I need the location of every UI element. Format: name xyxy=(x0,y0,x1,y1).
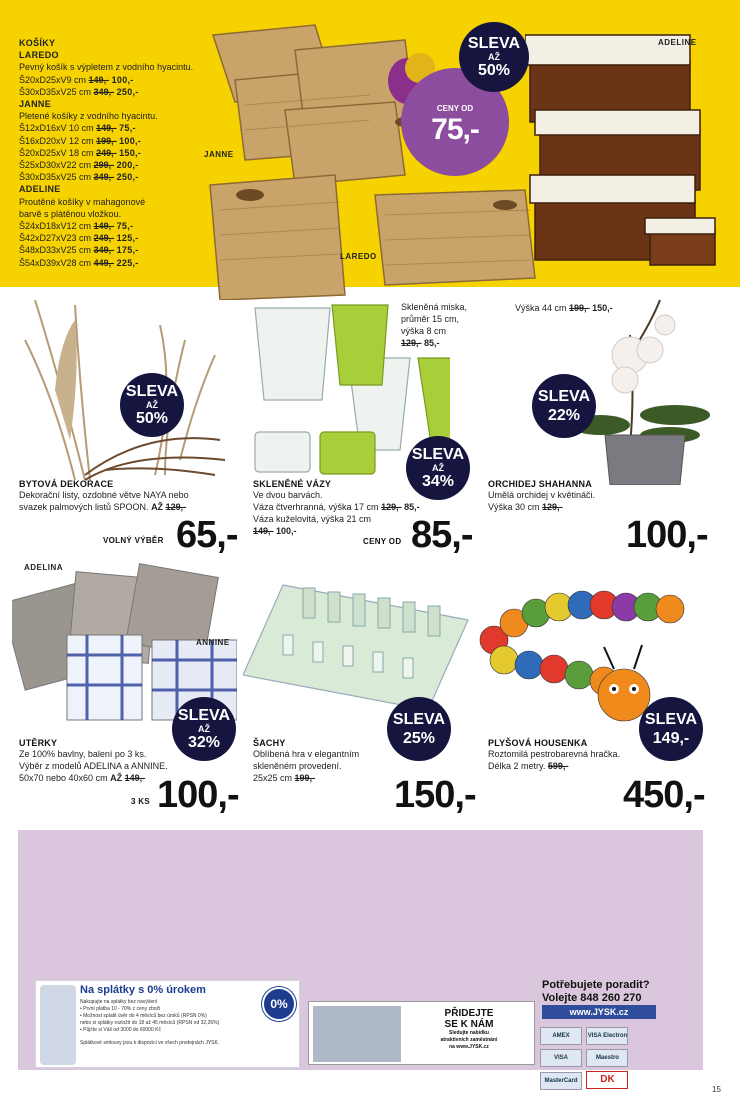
adeline-rows xyxy=(19,220,219,269)
janne-name: JANNE xyxy=(19,99,52,110)
visa-card-icon: VISA xyxy=(540,1049,582,1067)
row-old-price: 349,- xyxy=(93,245,115,256)
vases-old-2: 149,- xyxy=(253,526,274,536)
janne-rows xyxy=(19,122,219,183)
baskets-title: KOŠÍKY xyxy=(19,38,56,48)
badge-pct: 32% xyxy=(187,733,221,751)
laredo-rows xyxy=(19,74,219,98)
badge-sleva: SLEVA xyxy=(537,387,591,405)
size-price-row xyxy=(19,159,219,171)
row-size: Š20xD25xV 18 cm xyxy=(19,147,94,158)
installments-lines xyxy=(80,999,256,1047)
row-old-price: 199,- xyxy=(96,135,117,146)
installments-box[interactable] xyxy=(35,980,300,1068)
row-old-price: 149,- xyxy=(93,221,115,232)
towels-desc: Ze 100% bavlny, balení po 3 ks. xyxy=(19,749,147,759)
row-old-price: 449,- xyxy=(93,257,115,268)
row-size: Š12xD16xV 10 cm xyxy=(19,123,94,134)
size-price-row xyxy=(19,86,219,98)
help-question: Potřebujete poradit? xyxy=(542,979,650,991)
badge-amount: 149,- xyxy=(652,729,690,747)
glass-bowl-note xyxy=(401,301,467,349)
row-new-price: 200,- xyxy=(116,160,139,171)
badge-az: AŽ xyxy=(146,399,158,410)
amex-card-icon: AMEX xyxy=(540,1027,582,1045)
badge-sleva: SLEVA xyxy=(177,706,231,724)
decoration-sleva-badge xyxy=(120,373,184,437)
badge-az: AŽ xyxy=(198,723,210,734)
vases-desc-2: Váza čtverhranná, výška 17 cm xyxy=(253,502,379,512)
decoration-desc: Dekorační listy, ozdobné větve NAYA nebo xyxy=(19,490,189,500)
chess-image xyxy=(243,580,473,715)
ceny-od-label: CENY OD xyxy=(436,104,474,113)
vases-desc: Ve dvou barvách. xyxy=(253,490,323,500)
orchid-sleva-badge xyxy=(532,374,596,438)
help-text xyxy=(542,979,650,1005)
badge-sleva: SLEVA xyxy=(392,710,446,728)
orchid-desc-2: Výška 30 cm xyxy=(488,502,540,512)
careers-text xyxy=(405,1008,533,1051)
visa-electron-card-icon: VISA Electron xyxy=(586,1027,628,1045)
size-price-row xyxy=(19,171,219,183)
bowl-new-price: 85,- xyxy=(424,338,440,348)
vases-title: SKLENĚNÉ VÁZY xyxy=(253,479,332,489)
careers-title: PŘIDEJTE xyxy=(444,1008,494,1019)
janne-desc: Pletené košíky z vodního hyacintu. xyxy=(19,111,158,122)
row-new-price: 150,- xyxy=(119,147,142,158)
badge-pct: 50% xyxy=(135,409,169,427)
orchid-44-new: 150,- xyxy=(592,303,613,313)
row-new-price: 175,- xyxy=(116,245,139,256)
decoration-old-price: 129,- xyxy=(165,502,187,512)
decoration-title: BYTOVÁ DEKORACE xyxy=(19,479,114,489)
help-phone[interactable]: Volejte 848 260 270 xyxy=(542,992,642,1004)
maestro-card-icon: Maestro xyxy=(586,1049,628,1067)
row-old-price: 149,- xyxy=(88,74,110,85)
towels-price: 100,- xyxy=(157,774,239,816)
chess-desc-3: 25x25 cm xyxy=(253,773,293,783)
row-old-price: 299,- xyxy=(93,160,115,171)
size-price-row xyxy=(19,244,219,256)
label-adeline: ADELINE xyxy=(658,38,697,47)
row-size: Š30xD35xV25 cm xyxy=(19,86,92,97)
row-new-price: 125,- xyxy=(116,233,139,244)
size-price-row xyxy=(19,220,219,232)
vases-price: 85,- xyxy=(411,514,473,556)
towels-title: UTĚRKY xyxy=(19,738,58,748)
careers-box[interactable] xyxy=(308,1001,535,1065)
zero-percent-label: 0% xyxy=(270,997,288,1011)
row-size: Š20xD25xV9 cm xyxy=(19,74,87,85)
row-new-price: 250,- xyxy=(116,86,139,97)
payment-cards xyxy=(540,1024,660,1090)
vases-new-1: 85,- xyxy=(404,502,420,512)
baskets-text xyxy=(19,37,219,269)
row-size: Š42xD27xV23 cm xyxy=(19,233,92,244)
badge-sleva: SLEVA xyxy=(125,382,179,400)
row-new-price: 100,- xyxy=(119,135,142,146)
decoration-az: AŽ xyxy=(151,502,164,512)
decoration-text xyxy=(19,479,239,513)
badge-pct: 22% xyxy=(547,406,581,424)
badge-az: AŽ xyxy=(488,51,500,62)
badge-pct: 34% xyxy=(421,472,455,490)
orchid-44-old: 199,- xyxy=(569,303,590,313)
row-old-price: 249,- xyxy=(93,233,115,244)
orchid-title: ORCHIDEJ SHAHANNA xyxy=(488,479,592,489)
orchid-text xyxy=(488,479,688,513)
chess-price: 150,- xyxy=(394,774,476,816)
orchid-price: 100,- xyxy=(626,514,708,556)
caterpillar-old-price: 599,- xyxy=(547,761,569,771)
laredo-name: LAREDO xyxy=(19,50,59,61)
zero-percent-badge xyxy=(262,987,296,1021)
row-size: Š54xD39xV28 cm xyxy=(19,257,92,268)
row-new-price: 100,- xyxy=(111,74,134,85)
installments-line: Nakupujte na splátky bez navýšení xyxy=(80,999,158,1005)
caterpillar-sleva-badge xyxy=(639,697,703,761)
woman-photo xyxy=(40,985,76,1065)
bowl-note-line-3: výška 8 cm xyxy=(401,326,447,336)
staff-photo xyxy=(313,1006,401,1062)
row-size: Š16xD20xV 12 cm xyxy=(19,135,94,146)
mastercard-card-icon: MasterCard xyxy=(540,1072,582,1090)
badge-pct: 25% xyxy=(402,729,436,747)
label-laredo: LAREDO xyxy=(340,252,377,261)
towels-desc-3: 50x70 nebo 40x60 cm xyxy=(19,773,108,783)
row-new-price: 225,- xyxy=(116,257,139,268)
row-size: Š24xD18xV12 cm xyxy=(19,221,92,232)
caterpillar-title: PLYŠOVÁ HOUSENKA xyxy=(488,738,588,748)
towels-sleva-badge xyxy=(172,697,236,761)
caterpillar-desc-2: Délka 2 metry. xyxy=(488,761,546,771)
orchid-44-label: Výška 44 cm xyxy=(515,303,567,313)
dk-card-icon: DK xyxy=(586,1071,628,1089)
installments-title: Na splátky s 0% úrokem xyxy=(80,984,206,996)
installments-line: • První platba 10 - 70% z ceny zboží xyxy=(80,1006,161,1012)
website-link[interactable]: www.JYSK.cz xyxy=(542,1005,656,1019)
badge-sleva: SLEVA xyxy=(467,34,521,52)
row-size: Š48xD33xV25 cm xyxy=(19,245,92,256)
size-price-row xyxy=(19,232,219,244)
chess-title: ŠACHY xyxy=(253,738,286,748)
caterpillar-desc: Roztomilá pestrobarevná hračka. xyxy=(488,749,621,759)
page-number: 15 xyxy=(712,1085,721,1094)
decoration-prefix: VOLNÝ VÝBĚR xyxy=(103,536,164,545)
bowl-note-line-2: průměr 15 cm, xyxy=(401,314,460,324)
careers-line: Sledujte nabídku xyxy=(448,1030,489,1036)
row-old-price: 349,- xyxy=(93,172,115,183)
caterpillar-price: 450,- xyxy=(623,774,705,816)
chess-text xyxy=(253,738,413,784)
adeline-name: ADELINE xyxy=(19,184,61,195)
installments-line: • Možnost splatit úvěr do 4 měsíců bez úroků (RPSN 0%) xyxy=(80,1013,207,1019)
installments-line: • Půjčte si Váš od 3000 do 60000 Kč xyxy=(80,1027,161,1033)
label-annine: ANNINE xyxy=(196,638,230,647)
bowl-note-line: Skleněná miska, xyxy=(401,302,468,312)
towels-text xyxy=(19,738,179,784)
label-janne: JANNE xyxy=(204,150,234,159)
caterpillar-text xyxy=(488,738,648,772)
vases-desc-3: Váza kuželovitá, výška 21 cm xyxy=(253,514,372,524)
mahogany-baskets-image xyxy=(525,20,725,270)
careers-line-2: atraktivních zaměstnání xyxy=(440,1037,498,1043)
orchid-top-note xyxy=(515,302,613,314)
adeline-desc-2: barvě s plátěnou vložkou. xyxy=(19,208,122,219)
size-price-row xyxy=(19,257,219,269)
chess-desc-2: skleněném provedení. xyxy=(253,761,342,771)
row-new-price: 75,- xyxy=(116,221,134,232)
row-old-price: 349,- xyxy=(93,86,115,97)
towels-old-price: 149,- xyxy=(124,773,146,783)
adeline-desc: Proutěné košíky v mahagonové xyxy=(19,196,146,207)
towels-desc-2: Výběr z modelů ADELINA a ANNINE. xyxy=(19,761,168,771)
chess-desc: Oblíbená hra v elegantním xyxy=(253,749,360,759)
badge-pct: 50% xyxy=(477,61,511,79)
vases-text xyxy=(253,479,423,537)
decoration-desc-2: svazek palmových listů SPOON. xyxy=(19,502,149,512)
vases-new-2: 100,- xyxy=(276,526,297,536)
row-old-price: 149,- xyxy=(96,123,117,134)
size-price-row xyxy=(19,74,219,86)
careers-link[interactable]: na www.JYSK.cz xyxy=(449,1044,489,1050)
chess-old-price: 199,- xyxy=(294,773,316,783)
bowl-old-price: 129,- xyxy=(401,338,422,348)
installments-line: nebo si splátky rozložit do 18 až 45 měsíců (RPSN od 32,26%) xyxy=(80,1020,220,1026)
orchid-desc: Umělá orchidej v květináči. xyxy=(488,490,596,500)
badge-sleva: SLEVA xyxy=(644,710,698,728)
careers-title-2: SE K NÁM xyxy=(444,1019,494,1030)
badge-az: AŽ xyxy=(432,462,444,473)
decoration-price: 65,- xyxy=(176,514,238,556)
laredo-desc: Pevný košík s výpletem z vodního hyacintu. xyxy=(19,62,194,73)
orchid-old-price: 129,- xyxy=(542,502,563,512)
vases-old-1: 129,- xyxy=(381,502,402,512)
installments-note: Splátkové smlouvy jsou k dispozici ve všech prodejnách JYSK. xyxy=(80,1040,220,1046)
badge-sleva: SLEVA xyxy=(411,445,465,463)
row-old-price: 249,- xyxy=(96,147,117,158)
row-size: Š25xD30xV22 cm xyxy=(19,160,92,171)
size-price-row xyxy=(19,135,219,147)
towels-prefix: 3 KS xyxy=(131,797,150,806)
orchid-image xyxy=(575,295,725,485)
size-price-row xyxy=(19,147,219,159)
ceny-od-price: 75,- xyxy=(431,113,479,146)
size-price-row xyxy=(19,122,219,134)
row-new-price: 250,- xyxy=(116,172,139,183)
label-adelina: ADELINA xyxy=(24,563,64,572)
row-new-price: 75,- xyxy=(119,123,136,134)
vases-prefix: CENY OD xyxy=(363,537,402,546)
row-size: Š30xD35xV25 cm xyxy=(19,172,92,183)
baskets-sleva-badge xyxy=(459,22,529,92)
towels-az: AŽ xyxy=(110,773,123,783)
